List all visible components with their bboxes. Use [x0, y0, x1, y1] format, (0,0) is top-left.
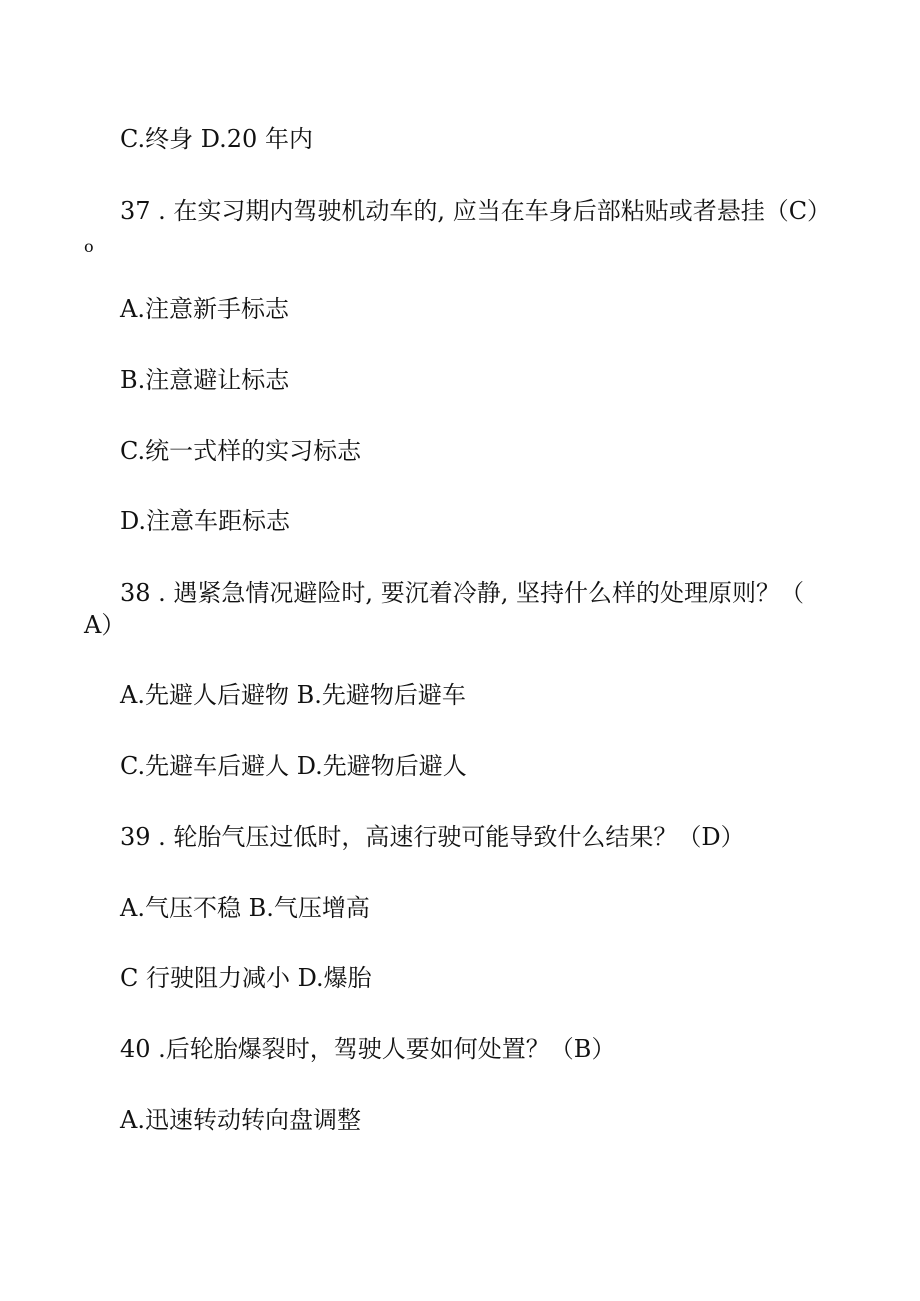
- option-39-ab: [120, 893, 370, 923]
- option-38-ab: [120, 680, 466, 710]
- question-number: 40: [120, 1035, 151, 1063]
- question-39: [120, 822, 745, 852]
- option-line-36-cd: [120, 124, 313, 154]
- option-37-b: [120, 365, 289, 395]
- option-text: D.注意车距标志: [120, 507, 291, 535]
- question-38: [120, 578, 804, 608]
- question-37: [120, 196, 831, 226]
- option-text: A.先避人后避物 B.先避物后避车: [120, 681, 466, 709]
- option-40-a: [120, 1105, 361, 1135]
- option-37-a: [120, 294, 289, 324]
- question-text: .后轮胎爆裂时，驾驶人要如何处置？（B）: [150, 1035, 616, 1063]
- wrapped-text: A）: [84, 611, 126, 639]
- wrapped-text: o: [84, 237, 94, 256]
- option-text: A.气压不稳 B.气压增高: [120, 894, 370, 922]
- question-38-wrap: [84, 610, 125, 640]
- question-text: . 在实习期内驾驶机动车的, 应当在车身后部粘贴或者悬挂（C）: [150, 197, 832, 225]
- option-text: A.迅速转动转向盘调整: [120, 1106, 361, 1134]
- question-text: . 遇紧急情况避险时, 要沉着冷静, 坚持什么样的处理原则？（: [150, 579, 804, 607]
- question-number: 39: [120, 823, 151, 851]
- option-text: C.终身 D.20 年内: [120, 125, 313, 153]
- option-text: C.统一式样的实习标志: [120, 437, 362, 465]
- question-37-wrap: [84, 232, 94, 262]
- option-37-c: [120, 436, 361, 466]
- question-number: 37: [120, 197, 151, 225]
- option-38-cd: [120, 751, 467, 781]
- option-text: C 行驶阻力减小 D.爆胎: [120, 964, 372, 992]
- option-text: A.注意新手标志: [120, 295, 289, 323]
- question-text: . 轮胎气压过低时，高速行驶可能导致什么结果？（D）: [150, 823, 745, 851]
- option-text: C.先避车后避人 D.先避物后避人: [120, 752, 467, 780]
- option-37-d: [120, 506, 290, 536]
- option-text: B.注意避让标志: [120, 366, 290, 394]
- option-39-cd: [120, 963, 372, 993]
- question-number: 38: [120, 579, 151, 607]
- question-40: [120, 1034, 615, 1064]
